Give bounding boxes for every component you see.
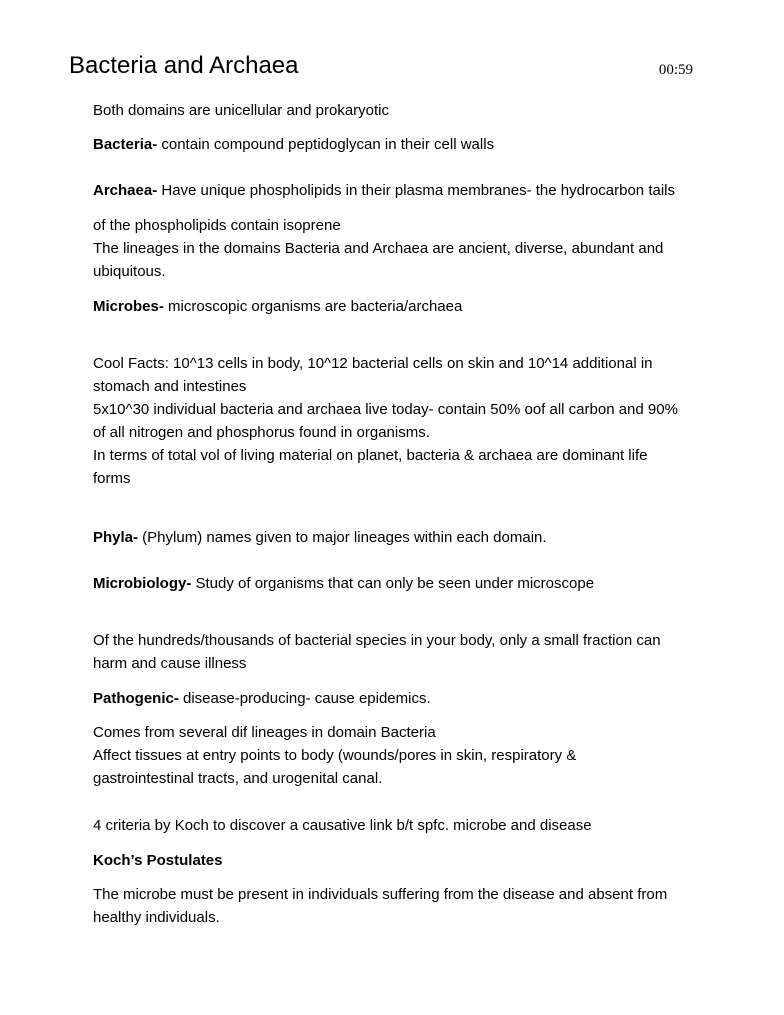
definition-phyla: (Phylum) names given to major lineages within each domain. — [138, 529, 547, 546]
note-line: In terms of total vol of living material on planet, bacteria & archaea are dominant life — [93, 447, 648, 464]
note-species — [93, 629, 703, 675]
note-lineages-bacteria — [93, 721, 703, 790]
note-line: of all nitrogen and phosphorus found in organisms. — [93, 424, 430, 441]
note-microbes — [93, 295, 703, 318]
note-archaea — [93, 179, 703, 202]
definition-bacteria: contain compound peptidoglycan in their cell walls — [157, 136, 495, 153]
heading-koch-postulates: Koch’s Postulates — [93, 852, 223, 869]
note-line: The lineages in the domains Bacteria and Archaea are ancient, diverse, abundant and — [93, 240, 664, 257]
page-title: Bacteria and Archaea — [69, 52, 299, 79]
note-text: 4 criteria by Koch to discover a causative link b/t spfc. microbe and disease — [93, 817, 592, 834]
note-line: 5x10^30 individual bacteria and archaea live today- contain 50% oof all carbon and 90% — [93, 401, 678, 418]
note-koch-heading — [93, 849, 703, 872]
term-microbes: Microbes- — [93, 298, 164, 315]
note-cool-facts — [93, 352, 703, 490]
note-line: Comes from several dif lineages in domain Bacteria — [93, 724, 436, 741]
note-phyla — [93, 526, 703, 549]
note-line: stomach and intestines — [93, 378, 247, 395]
note-pathogenic — [93, 687, 703, 710]
term-microbiology: Microbiology- — [93, 575, 192, 592]
term-archaea: Archaea- — [93, 182, 158, 199]
definition-microbiology: Study of organisms that can only be seen under microscope — [191, 575, 595, 592]
definition-microbes: microscopic organisms are bacteria/archaea — [163, 298, 463, 315]
note-line: Affect tissues at entry points to body (wounds/pores in skin, respiratory & — [93, 747, 577, 764]
note-koch-criteria — [93, 814, 703, 837]
note-line: of the phospholipids contain isoprene — [93, 217, 341, 234]
note-text: Both domains are unicellular and prokaryotic — [93, 102, 389, 119]
note-line: healthy individuals. — [93, 909, 220, 926]
note-domains — [93, 99, 703, 122]
note-line: The microbe must be present in individuals suffering from the disease and absent from — [93, 886, 668, 903]
note-postulate-1 — [93, 883, 703, 929]
note-line: forms — [93, 470, 131, 487]
term-bacteria: Bacteria- — [93, 136, 158, 153]
note-lineages — [93, 214, 703, 283]
note-line: Cool Facts: 10^13 cells in body, 10^12 bacterial cells on skin and 10^14 additional in — [93, 355, 653, 372]
note-line: harm and cause illness — [93, 655, 247, 672]
definition-archaea: Have unique phospholipids in their plasma membranes- the hydrocarbon tails — [157, 182, 675, 199]
timestamp: 00:59 — [658, 62, 693, 78]
note-line: gastrointestinal tracts, and urogenital canal. — [93, 770, 383, 787]
note-line: ubiquitous. — [93, 263, 166, 280]
note-microbiology — [93, 572, 703, 595]
note-bacteria — [93, 133, 703, 156]
term-phyla: Phyla- — [93, 529, 139, 546]
note-line: Of the hundreds/thousands of bacterial species in your body, only a small fraction can — [93, 632, 661, 649]
term-pathogenic: Pathogenic- — [93, 690, 179, 707]
definition-pathogenic: disease-producing- cause epidemics. — [178, 690, 431, 707]
